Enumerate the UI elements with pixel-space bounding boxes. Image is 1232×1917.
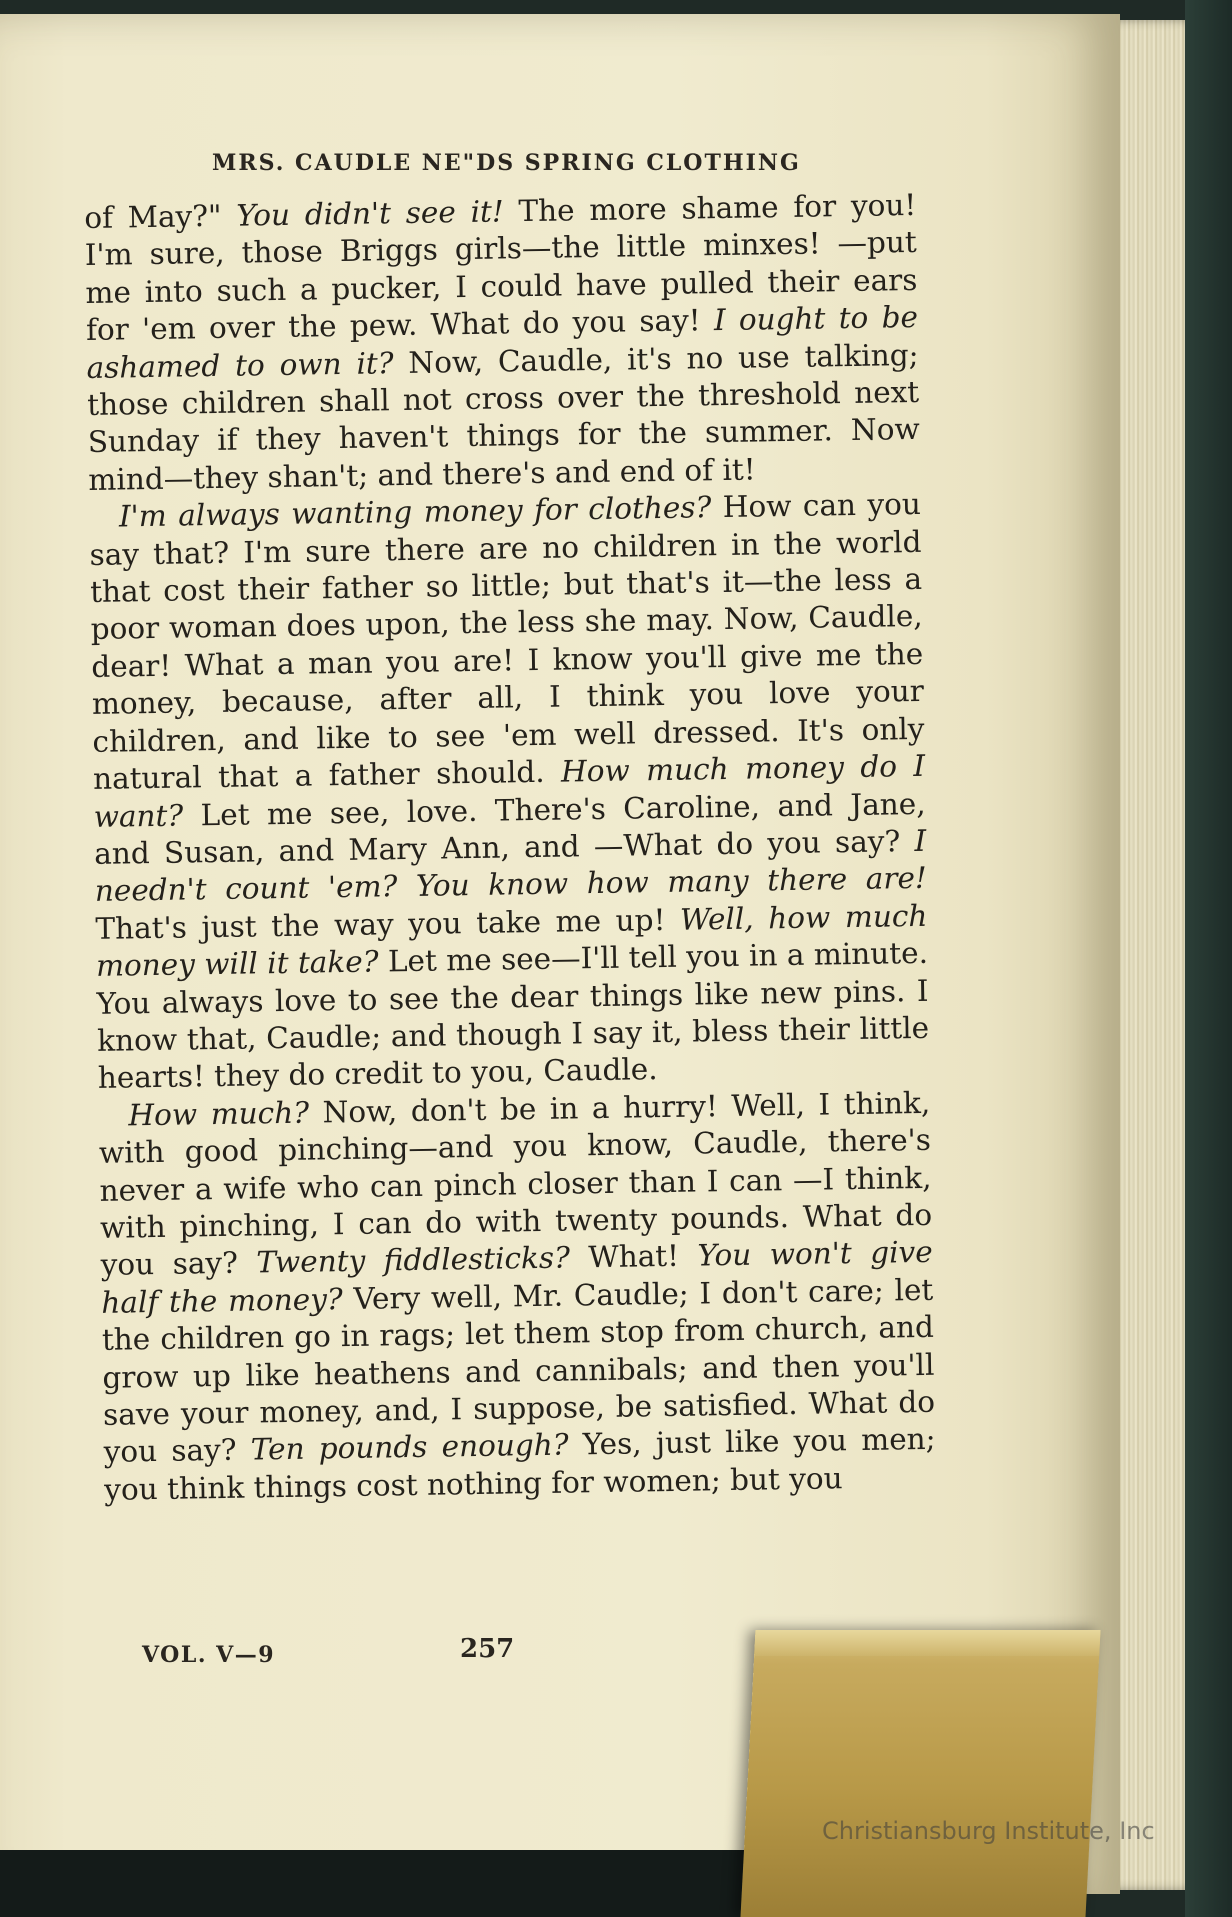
- page-bottom-shadow: [0, 1850, 760, 1917]
- italic-phrase: Twenty fiddlesticks?: [256, 1240, 571, 1280]
- book-weight-top: [754, 1630, 1100, 1656]
- italic-phrase: Well, how much money will it take?: [95, 898, 928, 984]
- italic-phrase: You won't give half the money?: [101, 1235, 933, 1320]
- paragraph-3: How much? Now, don't be in a hurry! Well, I think, with good pinching—and you know, Caudle, there's never a wife who can pinch closer than I can —I think, with pinching, I can do with twenty pounds. What do you say? Twenty fiddlesticks? What! You won't give half the money? Very well, Mr. Caudle; I don't care; let the children go in rags; let them stop from church, and grow up like heathens and cannibals; and then you'll save your money, and, I suppose, be satisfied. What do you say? Ten pounds enough? Yes, just like you men; you think things cost nothing for women; but you: [98, 1085, 936, 1507]
- book-weight: [740, 1630, 1100, 1917]
- italic-phrase: Ten pounds enough?: [250, 1427, 569, 1467]
- italic-phrase: How much money do I want?: [93, 748, 926, 834]
- italic-phrase: How much?: [128, 1095, 310, 1133]
- italic-phrase: I needn't count 'em? You know how many there are!: [94, 823, 928, 909]
- book-cover-edge: [1185, 0, 1232, 1917]
- paragraph-2: I'm always wanting money for clothes? How can you say that? I'm sure there are no children in the world that cost their father so little; but that's it—the less a poor woman does upon, the less she may. Now, Caudle, dear! What a man you are! I know you'll give me the money, because, after all, I think you love your children, and like to see 'em well dressed. It's only natural that a father should. How much money do I want? Let me see, love. There's Caroline, and Jane, and Susan, and Mary Ann, and —What do you say? I needn't count 'em? You know how many there are! That's just the way you take me up! Well, how much money will it take? Let me see—I'll tell you in a minute. You always love to see the dear things like new pins. I know that, Caudle; and though I say it, bless their little hearts! they do credit to you, Caudle.: [89, 487, 930, 1096]
- volume-signature: VOL. V—9: [142, 1642, 276, 1668]
- watermark: Christiansburg Institute, Inc: [822, 1817, 1155, 1845]
- italic-phrase: I'm always wanting money for clothes?: [118, 490, 712, 534]
- paragraph-1: of May?" You didn't see it! The more shame for you! I'm sure, those Briggs girls—the little minxes! —put me into such a pucker, I could have pulled their ears for 'em over the pew. What do you say! I ought to be ashamed to own it? Now, Caudle, it's no use talking; those children shall not cross over the threshold next Sunday if they haven't things for the summer. Now mind—they shan't; and there's and end of it!: [84, 187, 920, 497]
- running-header: MRS. CAUDLE NE"DS SPRING CLOTHING: [212, 150, 801, 176]
- page-body-text: [84, 187, 936, 1509]
- italic-phrase: I ought to be ashamed to own it?: [86, 300, 919, 385]
- page-number: 257: [460, 1634, 515, 1664]
- italic-phrase: You didn't see it!: [236, 194, 504, 233]
